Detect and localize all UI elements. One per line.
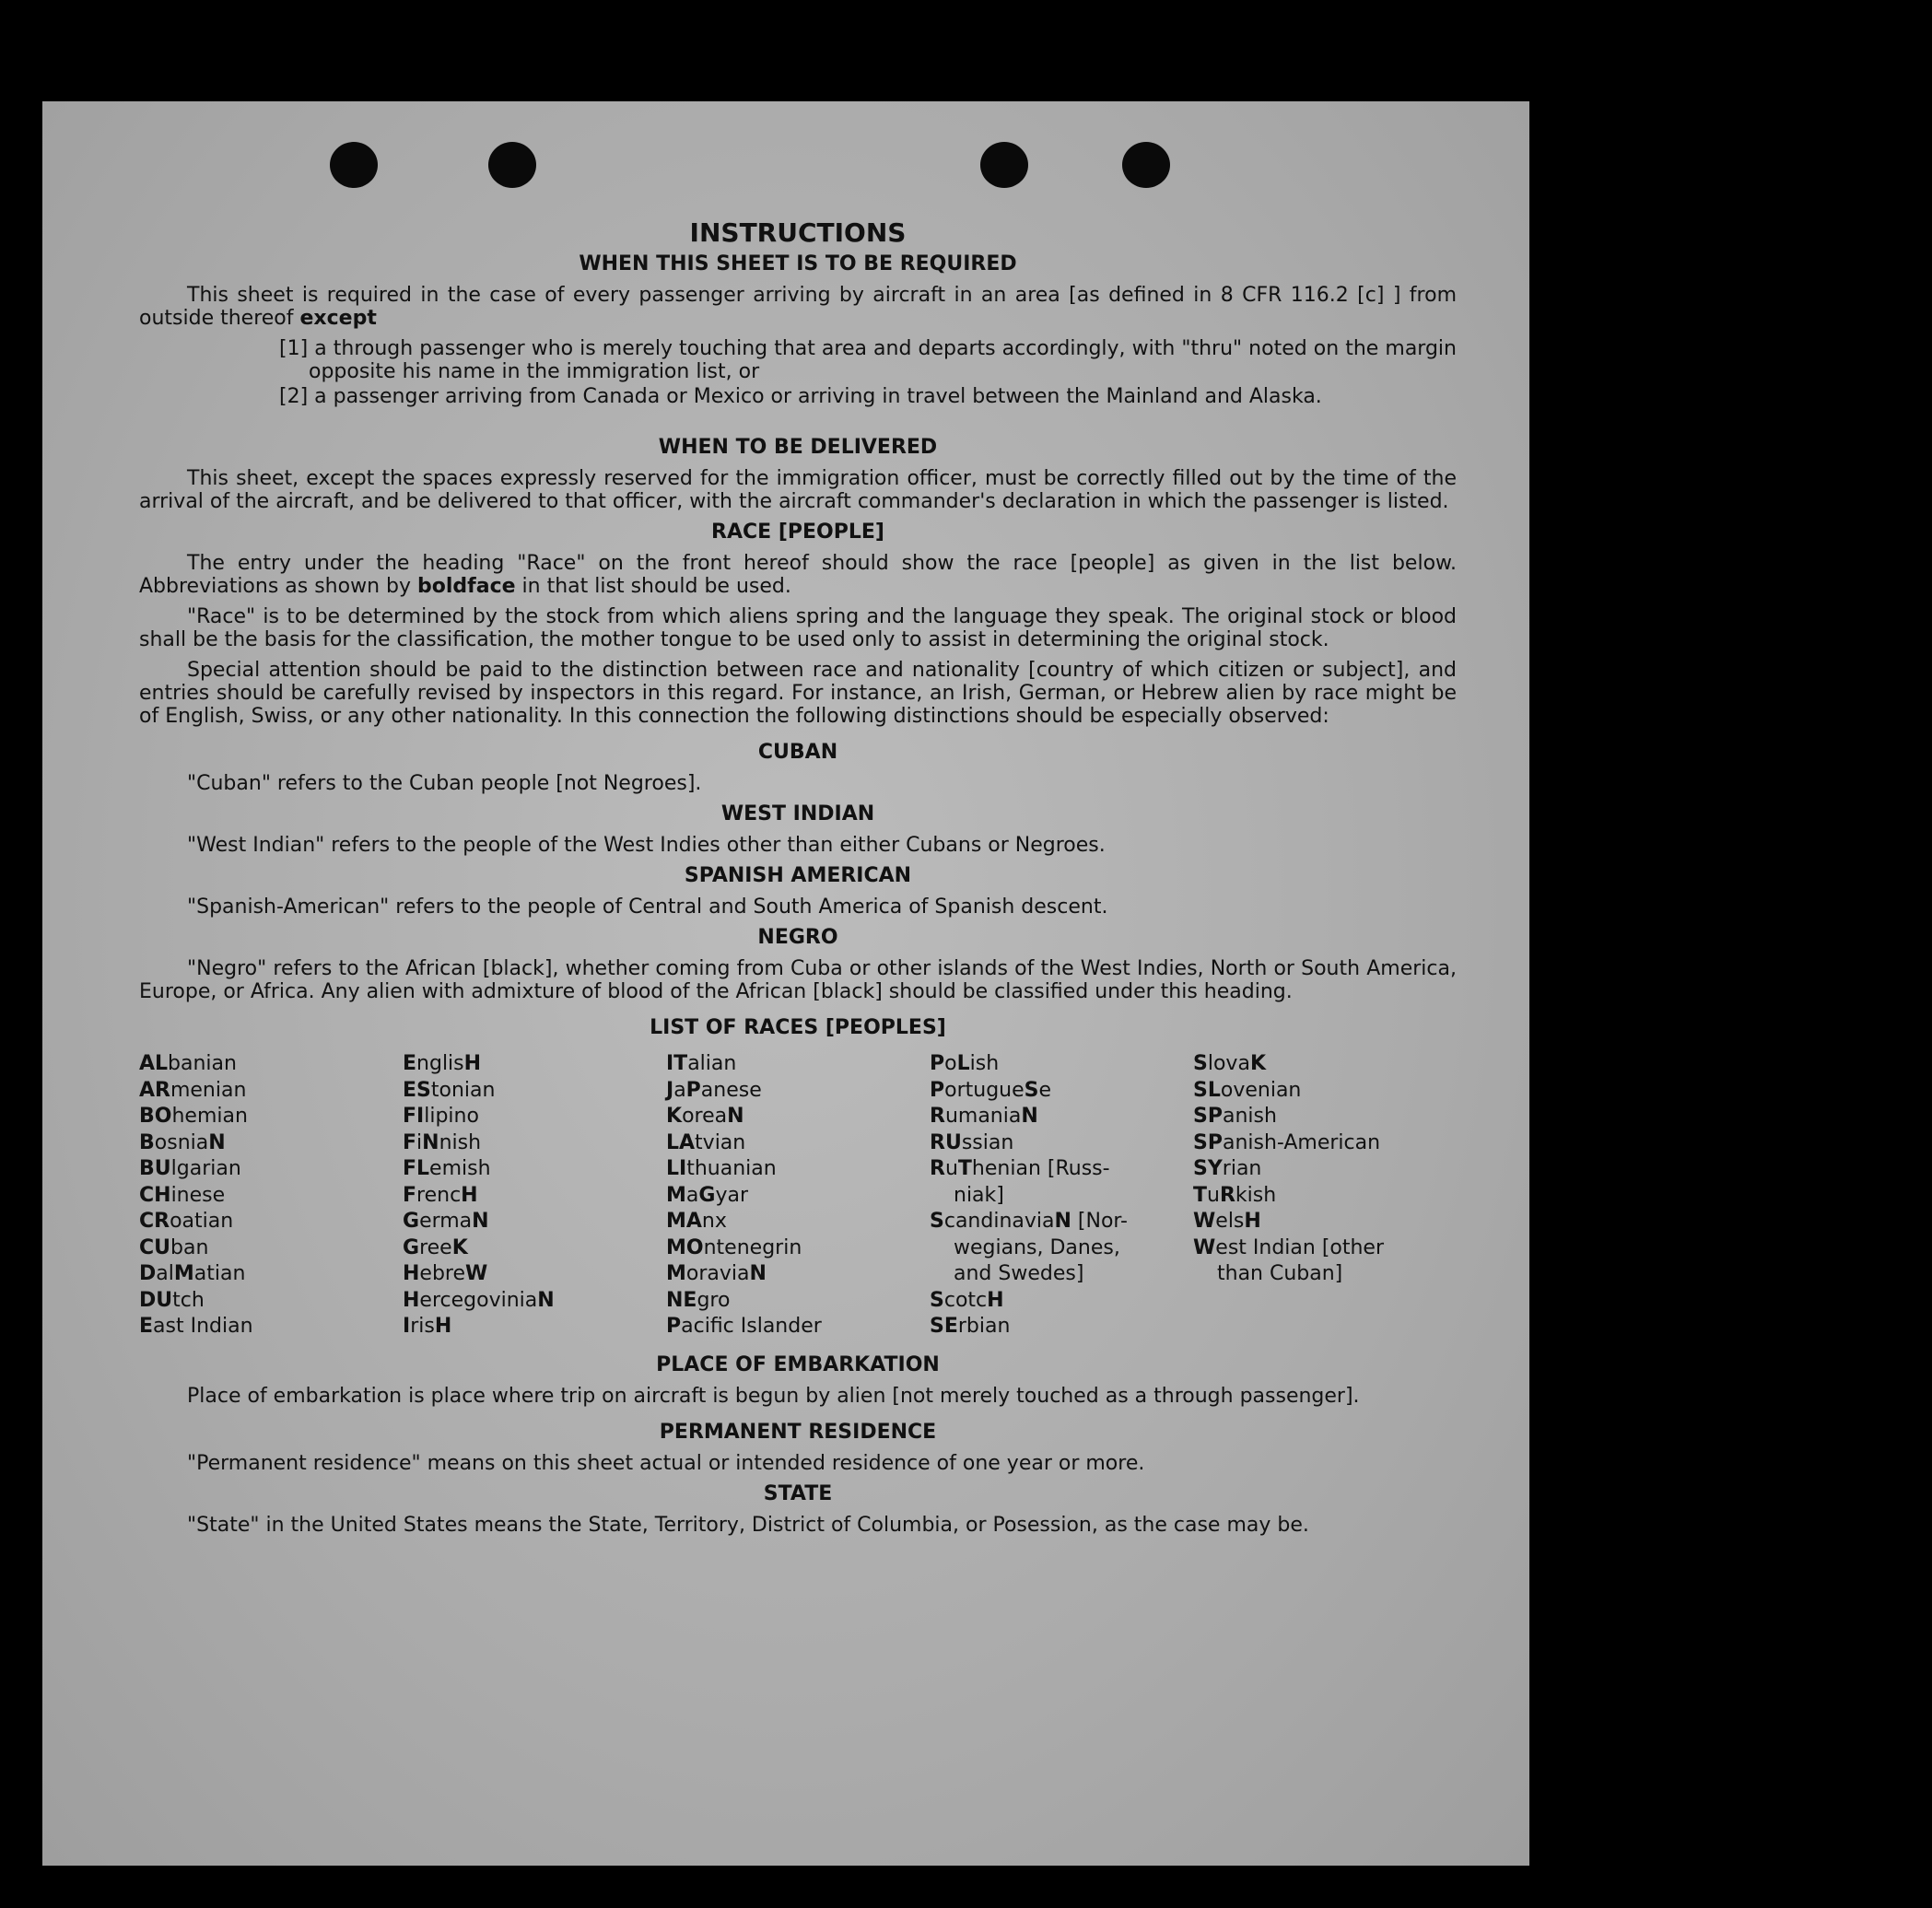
race-entry: KoreaN — [666, 1105, 744, 1128]
race-entry: than Cuban] — [1217, 1262, 1343, 1285]
race-entry: wegians, Danes, — [954, 1235, 1120, 1259]
race-entry: NEgro — [666, 1288, 731, 1312]
punch-hole — [330, 142, 378, 188]
race-entry: MoraviaN — [666, 1262, 767, 1285]
race-entry: East Indian — [139, 1315, 253, 1338]
heading-state: STATE — [763, 1481, 833, 1505]
race-entry: MaGyar — [666, 1183, 748, 1207]
races-column — [930, 1051, 1193, 1340]
state-text: "State" in the United States means the State, Territory, District of Columbia, or Posession, as the case may be. — [187, 1513, 1309, 1537]
race-entry: IrisH — [403, 1315, 452, 1338]
race-entry: West Indian [other — [1193, 1235, 1385, 1259]
race-entry: ITalian — [666, 1052, 737, 1075]
race-paragraph-3: Special attention should be paid to the distinction between race and nationality [country of which citizen or subject], and entries should be carefully revised by inspectors in this regard. For instance, an Irish, German, or Hebrew alien by race might be of English, Swiss, or any other nationality. In this connection the following distinctions should be especially observed: — [139, 659, 1457, 728]
required-item-1: [1] a through passenger who is merely touching that area and departs accordingly, with "thru" noted on the margin opposite his name in the immigration list, or — [279, 337, 1457, 383]
heading-west-indian: WEST INDIAN — [720, 802, 875, 825]
races-list — [139, 1051, 1457, 1340]
race-entry: JaPanese — [666, 1078, 762, 1102]
race-entry: SPanish — [1193, 1105, 1277, 1128]
race-entry: CRoatian — [139, 1210, 234, 1233]
race-entry: RUssian — [930, 1130, 1014, 1154]
race-entry: DUtch — [139, 1288, 205, 1312]
race-entry: EStonian — [403, 1078, 496, 1102]
race-entry: BUlgarian — [139, 1157, 241, 1180]
race-entry: WelsH — [1193, 1210, 1261, 1233]
race-entry: TuRkish — [1193, 1183, 1277, 1207]
heading-race: RACE [PEOPLE] — [711, 521, 884, 544]
race-entry: GermaN — [403, 1210, 489, 1233]
required-item-2: [2] a passenger arriving from Canada or Mexico or arriving in travel between the Mainland and Alaska. — [279, 385, 1322, 408]
race-entry: Pacific Islander — [666, 1315, 822, 1338]
race-entry: ScandinaviaN [Nor- — [930, 1210, 1128, 1233]
race-entry: PoLish — [930, 1052, 1000, 1075]
race-entry: FrencH — [403, 1183, 478, 1207]
race-entry: and Swedes] — [954, 1262, 1084, 1285]
race-entry: PortugueSe — [930, 1078, 1052, 1102]
race-entry: ScotcH — [930, 1288, 1004, 1312]
races-column — [139, 1051, 403, 1340]
race-entry: MAnx — [666, 1210, 727, 1233]
heading-embarkation: PLACE OF EMBARKATION — [656, 1352, 940, 1376]
races-column — [403, 1051, 666, 1340]
race-entry: HercegoviniaN — [403, 1288, 555, 1312]
spanish-american-text: "Spanish-American" refers to the people of Central and South America of Spanish descent. — [187, 895, 1108, 919]
cuban-text: "Cuban" refers to the Cuban people [not Negroes]. — [187, 772, 702, 795]
race-entry: FIlipino — [403, 1105, 479, 1128]
race-entry: FLemish — [403, 1157, 491, 1180]
punch-hole — [488, 142, 536, 188]
embarkation-text: Place of embarkation is place where trip on aircraft is begun by alien [not merely touched as a through passenger]. — [187, 1384, 1360, 1408]
heading-permanent-residence: PERMANENT RESIDENCE — [659, 1420, 937, 1444]
race-entry: RumaniaN — [930, 1105, 1038, 1128]
race-paragraph-2: "Race" is to be determined by the stock from which aliens spring and the language they speak. The original stock or blood shall be the basis for the classification, the mother tongue to be used only to assist in determining the original stock. — [139, 605, 1457, 651]
race-entry: CHinese — [139, 1183, 226, 1207]
punch-hole — [980, 142, 1028, 188]
heading-required: WHEN THIS SHEET IS TO BE REQUIRED — [579, 252, 1017, 275]
race-entry: SPanish-American — [1193, 1130, 1381, 1154]
permanent-residence-text: "Permanent residence" means on this sheet actual or intended residence of one year or more. — [187, 1451, 1145, 1475]
race-entry: ARmenian — [139, 1078, 247, 1102]
races-column — [666, 1051, 930, 1340]
document-sheet — [42, 101, 1529, 1866]
delivered-text: This sheet, except the spaces expressly reserved for the immigration officer, must be correctly filled out by the time of the arrival of the aircraft, and be delivered to that officer, with the aircraft commander's declaration in which the passenger is listed. — [139, 467, 1457, 513]
races-column — [1193, 1051, 1457, 1340]
page-title: INSTRUCTIONS — [689, 217, 907, 248]
race-entry: MOntenegrin — [666, 1235, 802, 1259]
race-entry: LAtvian — [666, 1130, 746, 1154]
west-indian-text: "West Indian" refers to the people of the West Indies other than either Cubans or Negroes. — [187, 834, 1106, 857]
instructions-content — [139, 217, 1457, 1544]
heading-negro: NEGRO — [757, 926, 838, 949]
race-entry: ALbanian — [139, 1052, 237, 1075]
heading-spanish-american: SPANISH AMERICAN — [684, 864, 912, 887]
race-entry: niak] — [954, 1183, 1004, 1207]
race-entry: LIthuanian — [666, 1157, 777, 1180]
heading-cuban: CUBAN — [757, 741, 838, 764]
race-entry: BOhemian — [139, 1105, 248, 1128]
negro-text: "Negro" refers to the African [black], whether coming from Cuba or other islands of the West Indies, North or South America, Europe, or Africa. Any alien with admixture of blood of the African [black] should be classified under this heading. — [139, 957, 1457, 1003]
race-entry: SlovaK — [1193, 1052, 1266, 1075]
race-entry: DalMatian — [139, 1262, 246, 1285]
race-entry: BosniaN — [139, 1130, 226, 1154]
heading-list-of-races: LIST OF RACES [PEOPLES] — [650, 1016, 946, 1039]
race-entry: EnglisH — [403, 1052, 482, 1075]
race-entry: SErbian — [930, 1315, 1011, 1338]
race-paragraph-1: The entry under the heading "Race" on the front hereof should show the race [people] as given in the list below. Abbreviations as shown by boldface in that list should be used. — [139, 552, 1457, 598]
race-entry: RuThenian [Russ- — [930, 1157, 1110, 1180]
race-entry: FiNnish — [403, 1130, 482, 1154]
race-entry: HebreW — [403, 1262, 488, 1285]
race-entry: GreeK — [403, 1235, 468, 1259]
race-entry: SLovenian — [1193, 1078, 1302, 1102]
punch-hole — [1122, 142, 1170, 188]
heading-delivered: WHEN TO BE DELIVERED — [658, 436, 938, 459]
required-intro: This sheet is required in the case of every passenger arriving by aircraft in an area [as defined in 8 CFR 116.2 [c] ] from outside thereof except — [139, 284, 1457, 330]
race-entry: CUban — [139, 1235, 209, 1259]
race-entry: SYrian — [1193, 1157, 1262, 1180]
